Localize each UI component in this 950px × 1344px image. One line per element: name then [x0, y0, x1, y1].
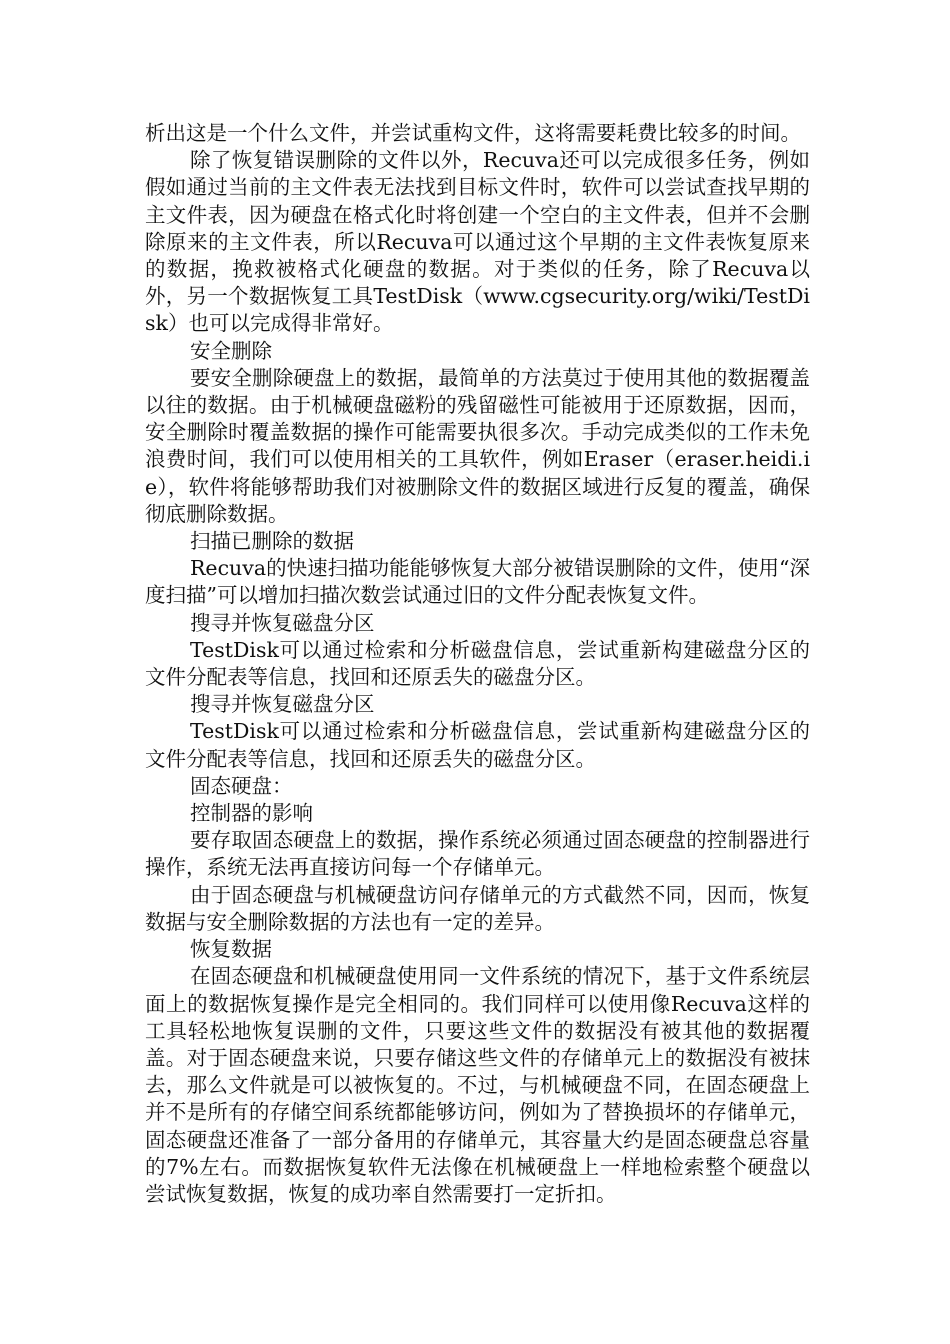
section-heading-ssd: 固态硬盘：: [190, 773, 293, 798]
paragraph-secure-delete: 要安全删除硬盘上的数据，最简单的方法莫过于使用其他的数据覆盖以往的数据。由于机械硬盘磁粉的残留磁性可能被用于还原数据，因而，安全删除时覆盖数据的操作可能需要执很多次。手动完成类似的工作未免浪费时间，我们可以使用相关的工具软件，例如Eraser（eraser.heidi.ie），软件将能够帮助我们对被删除文件的数据区域进行反复的覆盖，确保彻底删除数据。: [145, 365, 810, 526]
paragraph-recover-partition: TestDisk可以通过检索和分析磁盘信息，尝试重新构建磁盘分区的文件分配表等信息，找回和还原丢失的磁盘分区。: [145, 637, 810, 690]
section-heading-recover-data: 恢复数据: [190, 937, 272, 962]
document-body: [145, 120, 810, 1208]
paragraph-recuva-tasks: 除了恢复错误删除的文件以外，Recuva还可以完成很多任务，例如假如通过当前的主文件表无法找到目标文件时，软件可以尝试查找早期的主文件表，因为硬盘在格式化时将创建一个空白的主文件表，但并不会删除原来的主文件表，所以Recuva可以通过这个早期的主文件表恢复原来的数据，挽救被格式化硬盘的数据。对于类似的任务，除了Recuva以外，另一个数据恢复工具TestDisk（www.cgsecurity.org/wiki/TestDisk）也可以完成得非常好。: [145, 148, 810, 336]
paragraph-recover-data: 在固态硬盘和机械硬盘使用同一文件系统的情况下，基于文件系统层面上的数据恢复操作是完全相同的。我们同样可以使用像Recuva这样的工具轻松地恢复误删的文件，只要这些文件的数据没有被其他的数据覆盖。对于固态硬盘来说，只要存储这些文件的存储单元上的数据没有被抹去，那么文件就是可以被恢复的。不过，与机械硬盘不同，在固态硬盘上并不是所有的存储空间系统都能够访问，例如为了替换损坏的存储单元，固态硬盘还准备了一部分备用的存储单元，其容量大约是固态硬盘总容量的7%左右。而数据恢复软件无法像在机械硬盘上一样地检索整个硬盘以尝试恢复数据，恢复的成功率自然需要打一定折扣。: [145, 964, 810, 1206]
paragraph-ssd-difference: 由于固态硬盘与机械硬盘访问存储单元的方式截然不同，因而，恢复数据与安全删除数据的方法也有一定的差异。: [145, 882, 810, 934]
paragraph-controller: 要存取固态硬盘上的数据，操作系统必须通过固态硬盘的控制器进行操作，系统无法再直接访问每一个存储单元。: [145, 828, 810, 880]
section-heading-scan-deleted: 扫描已删除的数据: [190, 529, 354, 554]
section-heading-recover-partition: 搜寻并恢复磁盘分区: [190, 610, 375, 635]
section-heading-controller: 控制器的影响: [190, 801, 313, 826]
paragraph-continuation: 析出这是一个什么文件，并尝试重构文件，这将需要耗费比较多的时间。: [145, 121, 801, 145]
paragraph-recover-partition-repeat: TestDisk可以通过检索和分析磁盘信息，尝试重新构建磁盘分区的文件分配表等信息，找回和还原丢失的磁盘分区。: [145, 719, 810, 771]
section-heading-recover-partition-repeat: 搜寻并恢复磁盘分区: [190, 692, 375, 717]
section-heading-secure-delete: 安全删除: [190, 338, 272, 363]
paragraph-scan-deleted: Recuva的快速扫描功能能够恢复大部分被错误删除的文件，使用“深度扫描”可以增加扫描次数尝试通过旧的文件分配表恢复文件。: [145, 556, 810, 608]
